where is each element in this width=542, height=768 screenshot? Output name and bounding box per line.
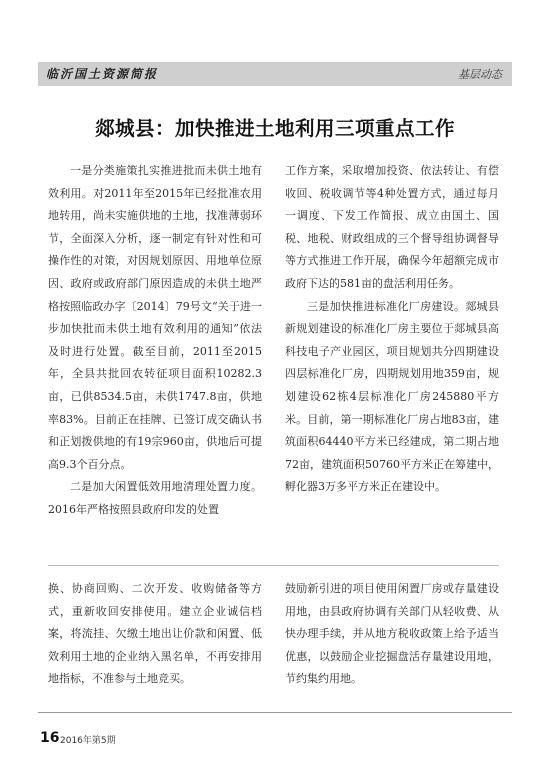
section-name: 基层动态: [458, 68, 502, 81]
paragraph-continued-lower-right: 鼓励新引进的项目使用闲置厂房或存量建设用地，由县政府协调有关部门从轻收费、从快办理手续，并从地方税收政策上给予适当优惠，以鼓励企业挖掘盘活存量建设用地，节约集约用地。: [285, 582, 499, 686]
header-band: [38, 62, 512, 86]
page-number: 16: [40, 730, 60, 746]
paragraph-1: 一是分类施策扎实推进批而未供土地有效利用。对2011年至2015年已经批准农用地转用，尚未实施供地的土地，找准薄弱环节，全面深入分析，逐一制定有针对性和可操作性的对策，对因规划原因、用地单位原因、政府或政府部门原因造成的未供土地严格按照临政办字〔2014〕79号文“关于进一步加快批而未供土地有效利用的通知”依法及时进行处置。截至目前，2011至2015年，全县共批回农转征项目面积10282.3亩，已供8534.5亩，未供1747.8亩，供地率83%。目前正在挂牌、已签订成交确认书和正划拨供地的有19宗960亩，供地后可提高9.3个百分点。: [48, 164, 262, 471]
section-divider: [48, 565, 499, 566]
paragraph-2-start: 二是加大闲置低效用地清理处置力度。2016年严格按照县政府印发的处置: [48, 480, 262, 516]
footer-rule: [38, 712, 512, 713]
article-column-2: [285, 160, 499, 499]
journal-name: 临沂国土资源简报: [46, 67, 159, 81]
article-title: 郯城县：加快推进土地利用三项重点工作: [94, 117, 455, 140]
article-column-1: [48, 160, 262, 522]
article-column-4: [285, 578, 499, 691]
paragraph-2-continued: 工作方案，采取增加投资、依法转让、有偿收回、税收调节等4种处置方式，通过每月一调度、下发工作简报、成立由国土、国税、地税、财政组成的三个督导组协调督导等方式推进工作开展，确保今年超额完成市政府下达的581亩的盘活利用任务。: [285, 164, 499, 290]
paragraph-continued-lower-left: 换、协商回购、二次开发、收购储备等方式，重新收回安排使用。建立企业诚信档案，将流挂、欠缴土地出让价款和闲置、低效利用土地的企业纳入黑名单，不再安排用地指标，不准参与土地竞买。: [48, 582, 262, 686]
issue-label: 2016年第5期: [60, 736, 116, 746]
paragraph-3: 三是加快推进标准化厂房建设。郯城县新规划建设的标准化厂房主要位于郯城县高科技电子产业园区，项目规划共分四期建设四层标准化厂房，四期规划用地359亩，规划建设62栋4层标准化厂房245880平方米。目前，第一期标准化厂房占地83亩，建筑面积64440平方米已经建成，第二期占地72亩，建筑面积50760平方米正在筹建中，孵化器3万多平方米正在建设中。: [285, 299, 499, 494]
article-column-3: [48, 578, 262, 691]
